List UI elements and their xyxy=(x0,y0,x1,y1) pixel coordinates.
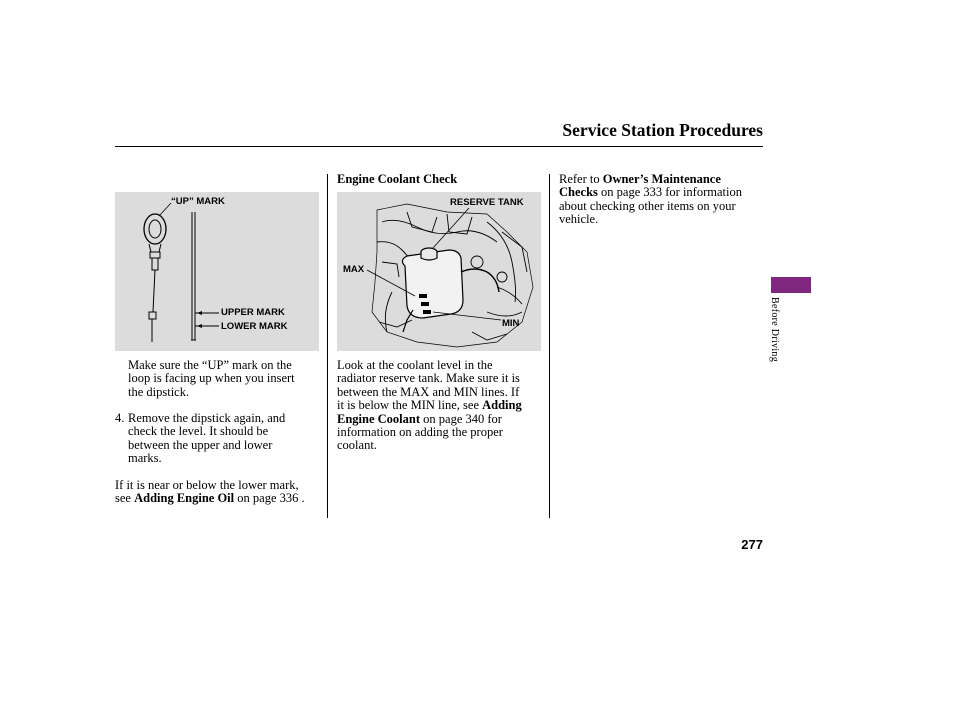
text-line: about checking other items on your xyxy=(559,198,736,213)
section-tab xyxy=(771,277,811,293)
reserve-tank-label: RESERVE TANK xyxy=(450,197,524,208)
adding-engine-oil-reference[interactable]: Adding Engine Oil xyxy=(134,491,235,506)
text-line: radiator reserve tank. Make sure it is xyxy=(337,371,520,386)
dipstick-figure xyxy=(115,192,319,351)
text-line: it is below the MIN line, see Adding xyxy=(337,398,522,413)
coolant-heading: Engine Coolant Check xyxy=(337,172,458,186)
section-tab-label: Before Driving xyxy=(769,297,780,363)
text-line: coolant. xyxy=(337,438,377,453)
page-number: 277 xyxy=(741,537,763,552)
text-line: information on adding the proper xyxy=(337,425,503,440)
maintenance-reference xyxy=(559,173,764,227)
text-line: loop is facing up when you insert xyxy=(128,371,295,386)
up-mark-label: “UP” MARK xyxy=(171,196,225,207)
text-line: If it is near or below the lower mark, xyxy=(115,478,299,492)
text-line: Make sure the “UP” mark on the xyxy=(128,358,292,372)
text-line: Engine Coolant on page 340 for xyxy=(337,411,502,426)
page-title: Service Station Procedures xyxy=(562,120,763,140)
text-line: Checks on page 333 for information xyxy=(559,185,742,200)
adding-coolant-reference-cont[interactable]: Engine Coolant xyxy=(337,411,421,426)
step-4-text xyxy=(128,412,323,466)
coolant-figure xyxy=(337,192,541,351)
max-label: MAX xyxy=(343,264,365,275)
text-line: Refer to Owner’s Maintenance xyxy=(559,172,721,186)
text-line: marks. xyxy=(128,451,162,466)
upper-mark-label: UPPER MARK xyxy=(221,307,285,318)
header-rule xyxy=(115,146,763,147)
text-line: Look at the coolant level in the xyxy=(337,358,493,372)
text-line: between the upper and lower xyxy=(128,437,273,452)
text-line: see Adding Engine Oil on page 336 . xyxy=(115,491,305,506)
text-line: check the level. It should be xyxy=(128,424,269,439)
text-line: Remove the dipstick again, and xyxy=(128,411,286,425)
owners-maintenance-checks-reference-cont[interactable]: Checks xyxy=(559,185,598,200)
min-label: MIN xyxy=(502,318,520,329)
dipstick-illustration xyxy=(115,192,319,351)
column-divider-2 xyxy=(549,174,550,518)
lower-mark-label: LOWER MARK xyxy=(221,321,288,332)
text-line: between the MAX and MIN lines. If xyxy=(337,384,520,399)
text-line: vehicle. xyxy=(559,212,599,227)
dipstick-instruction xyxy=(128,359,323,399)
adding-coolant-reference[interactable]: Adding xyxy=(482,398,522,413)
coolant-instructions xyxy=(337,359,547,453)
text-line: the dipstick. xyxy=(128,384,190,399)
step-4-number: 4. xyxy=(115,411,125,425)
owners-maintenance-checks-reference[interactable]: Owner’s Maintenance xyxy=(602,172,721,186)
column-divider-1 xyxy=(327,174,328,518)
low-oil-note xyxy=(115,479,325,506)
